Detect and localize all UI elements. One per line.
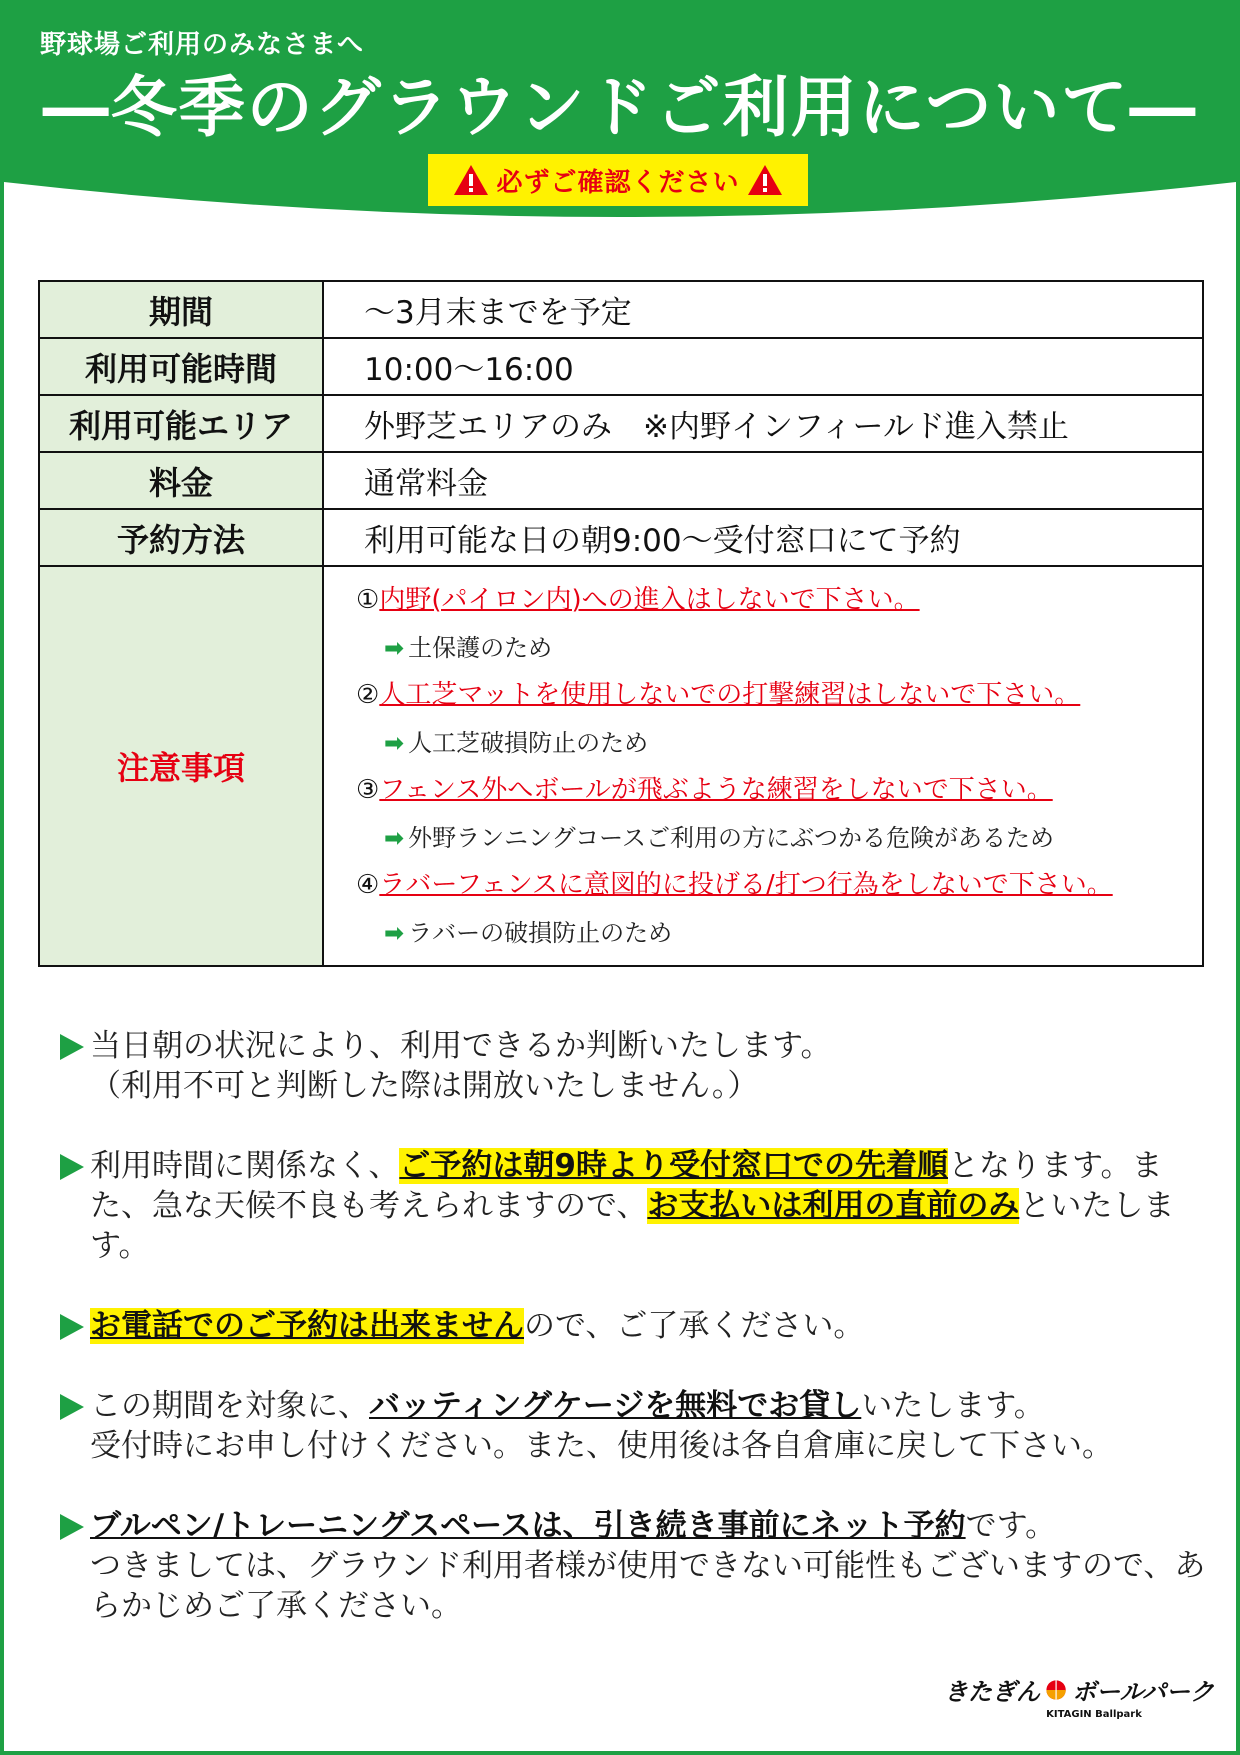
table-row [39,281,1203,338]
row-label-caution: 注意事項 [39,566,323,966]
logo-subtext: KITAGIN Ballpark [1046,1709,1142,1720]
row-value-hours: 10:00～16:00 [323,338,1203,395]
table-row [39,509,1203,566]
notice-text: 必ずご確認ください [496,167,740,198]
caution-notes [323,566,1203,966]
row-value-period: ～3月末までを予定 [323,281,1203,338]
triangle-bullet-icon [60,1394,84,1420]
list-item: この期間を対象に、バッティングケージを無料でお貸しいたします。 受付時にお申し付けください。また、使用後は各自倉庫に戻して下さい。 [60,1386,1210,1466]
triangle-bullet-icon [60,1154,84,1180]
arrow-right-icon: ➡ [384,729,405,757]
row-label-reservation: 予約方法 [39,509,323,566]
triangle-bullet-icon [60,1314,84,1340]
row-label-fee: 料金 [39,452,323,509]
row-value-fee: 通常料金 [323,452,1203,509]
ball-logo-icon [1044,1675,1068,1705]
note-item: ④ラバーフェンスに意図的に投げる/打つ行為をしないで下さい。 [356,870,1113,900]
page-title: ―冬季のグラウンドご利用について― [42,69,1198,146]
table-row [39,452,1203,509]
note-reason: ➡ 土保護のため [384,634,553,662]
warning-icon [452,163,490,197]
warning-icon [746,163,784,197]
arrow-right-icon: ➡ [384,824,405,852]
triangle-bullet-icon [60,1514,84,1540]
arrow-right-icon: ➡ [384,919,405,947]
logo-left-text: きたぎん [944,1678,1040,1706]
list-item: 利用時間に関係なく、ご予約は朝9時より受付窓口での先着順となります。また、急な天候不良も考えられますので、お支払いは利用の直前のみといたします。 [60,1146,1210,1266]
table-row [39,395,1203,452]
row-label-area: 利用可能エリア [39,395,323,452]
note-reason: ➡ 外野ランニングコースご利用の方にぶつかる危険があるため [384,824,1054,852]
list-item: 当日朝の状況により、利用できるか判断いたします。 （利用不可と判断した際は開放いたしません。） [60,1026,1210,1106]
info-table [38,280,1204,967]
note-item: ③フェンス外へボールが飛ぶような練習をしないで下さい。 [356,775,1053,805]
row-value-area: 外野芝エリアのみ ※内野インフィールド進入禁止 [323,395,1203,452]
notice-list [60,1026,1210,1666]
row-label-period: 期間 [39,281,323,338]
note-item: ②人工芝マットを使用しないでの打撃練習はしないで下さい。 [356,680,1081,710]
header-subtitle: 野球場ご利用のみなさまへ [40,30,365,60]
row-label-hours: 利用可能時間 [39,338,323,395]
note-reason: ➡ ラバーの破損防止のため [384,919,673,947]
logo [944,1672,1214,1728]
list-item: ブルペン/トレーニングスペースは、引き続き事前にネット予約です。 つきましては、グラウンド利用者様が使用できない可能性もございますので、あらかじめご了承ください。 [60,1506,1210,1626]
table-row [39,338,1203,395]
note-reason: ➡ 人工芝破損防止のため [384,729,649,757]
row-value-reservation: 利用可能な日の朝9:00～受付窓口にて予約 [323,509,1203,566]
triangle-bullet-icon [60,1034,84,1060]
notice-banner [428,154,808,206]
list-item: お電話でのご予約は出来ませんので、ご了承ください。 [60,1306,1210,1346]
arrow-right-icon: ➡ [384,634,405,662]
logo-right-text: ボールパーク [1072,1678,1214,1706]
table-row [39,566,1203,966]
note-item: ①内野(パイロン内)への進入はしないで下さい。 [356,585,920,615]
